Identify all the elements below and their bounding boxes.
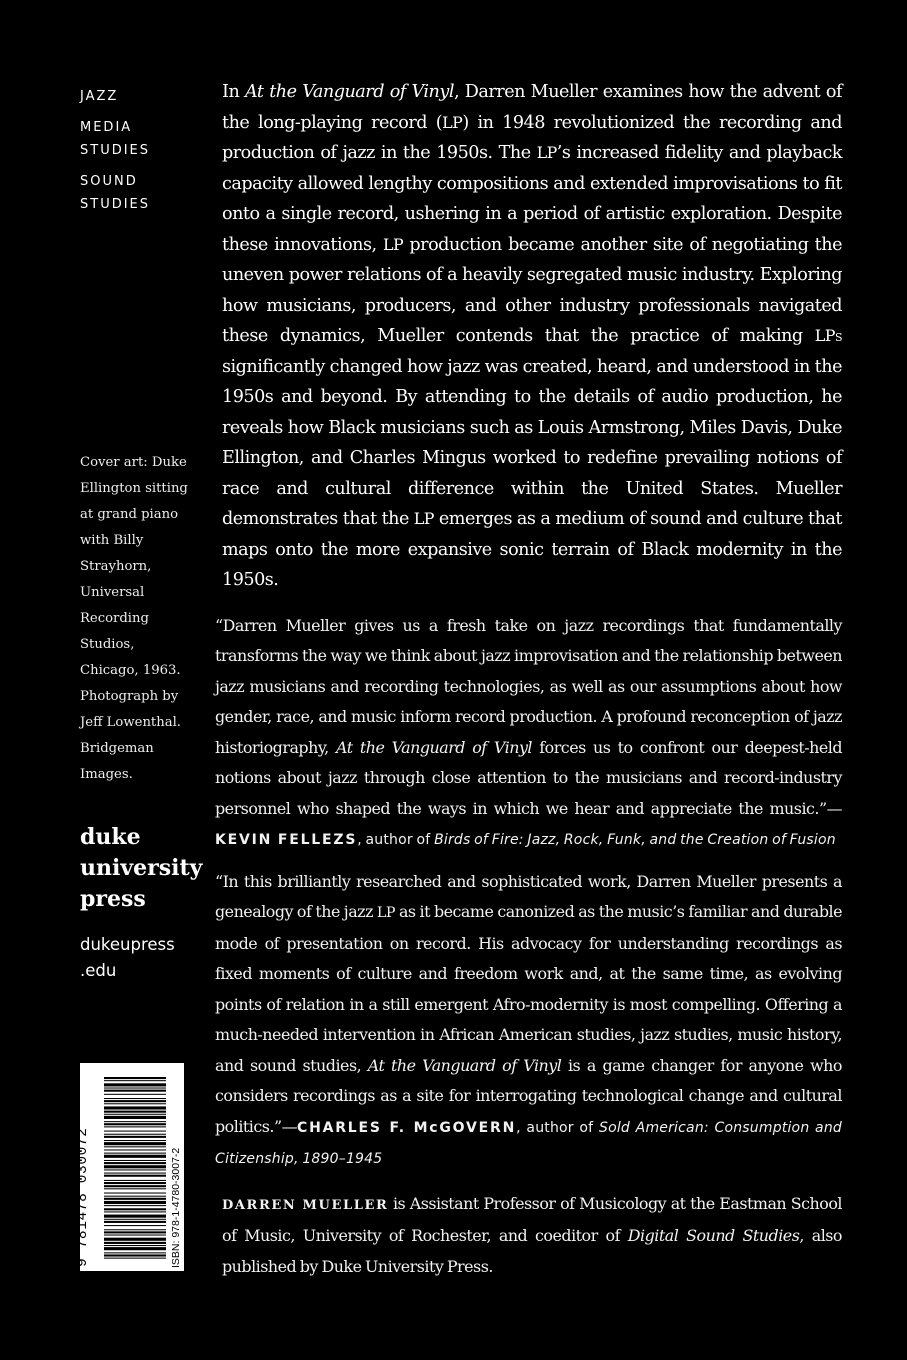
- endorser-book: Sold American: Consumption and Citizenship, 1890–1945: [215, 1119, 842, 1167]
- barcode-bar: [104, 1193, 166, 1194]
- barcode-bar: [104, 1258, 166, 1259]
- barcode-bar: [104, 1142, 166, 1145]
- barcode-bar: [104, 1175, 166, 1177]
- barcode-bar: [104, 1182, 166, 1184]
- isbn-label: ISBN: 978-1-4780-3007-2: [170, 1147, 182, 1268]
- barcode-bar: [104, 1205, 166, 1206]
- barcode-bar: [104, 1208, 166, 1210]
- series-title: Digital Sound Studies: [627, 1226, 800, 1245]
- barcode-bar: [104, 1221, 166, 1223]
- barcode-bar: [104, 1160, 166, 1161]
- category-media: MEDIA: [80, 120, 133, 135]
- barcode-bar: [104, 1088, 166, 1089]
- book-title: At the Vanguard of Vinyl: [245, 82, 454, 102]
- barcode-bar: [104, 1198, 166, 1200]
- category-sound: SOUND: [80, 174, 138, 189]
- barcode-bar: [104, 1231, 166, 1233]
- barcode-bar: [104, 1169, 166, 1170]
- barcode-bar: [104, 1201, 166, 1204]
- barcode-bar: [104, 1219, 166, 1220]
- barcode-bar: [104, 1140, 166, 1141]
- barcode-bar: [104, 1094, 166, 1095]
- book-description: In At the Vanguard of Vinyl, Darren Mueller examines how the advent of the long-playing record (LP) in 1948 revolutionized the recording and production of jazz in the 1950s. The LP’s increased fidelity and playback capacity allowed lengthy compositions and extended improvisations to fit onto a single record, ushering in a period of artistic exploration. Despite these innovations, LP production became another site of negotiating the uneven power relations of a heavily segregated music industry. Exploring how musicians, producers, and other industry professionals navigated these dynamics, Mueller contends that the practice of making LPs significantly changed how jazz was created, heard, and understood in the 1950s and beyond. By attending to the details of audio production, he reveals how Black musicians such as Louis Armstrong, Miles Davis, Duke Ellington, and Charles Mingus worked to redefine prevailing notions of race and cultural difference within the United States. Mueller demonstrates that the LP emerges as a medium of sound and culture that maps onto the more expansive sonic terrain of Black modernity in the 1950s.: [222, 82, 843, 590]
- barcode-bar: [104, 1149, 166, 1150]
- main-text: [215, 77, 843, 1282]
- publisher-website[interactable]: [80, 932, 175, 984]
- publisher-name-line: duke: [80, 824, 141, 850]
- barcode-bar: [104, 1153, 166, 1154]
- barcode-bar: [104, 1254, 166, 1256]
- barcode-bar: [104, 1252, 166, 1253]
- barcode-bar: [104, 1098, 166, 1099]
- barcode-bar: [104, 1185, 166, 1187]
- barcode-bar: [104, 1100, 166, 1102]
- category-studies-2: STUDIES: [80, 197, 151, 212]
- barcode-bar: [104, 1131, 166, 1132]
- barcode-bar: [104, 1245, 166, 1246]
- book-title: At the Vanguard of Vinyl: [367, 1055, 562, 1075]
- author-bio: DARREN MUELLER is Assistant Professor of Musicology at the Eastman School of Music, University of Rochester, and coeditor of Digital Sound Studies, also published by Duke University Press.: [222, 1193, 842, 1276]
- website-line: .edu: [80, 961, 117, 980]
- barcode-bar: [104, 1247, 166, 1250]
- barcode-bar: [104, 1235, 166, 1236]
- barcode-bar: [104, 1146, 166, 1147]
- barcode-bar: [104, 1116, 166, 1119]
- endorsement-quote: “Darren Mueller gives us a fresh take on jazz recordings that fundamentally transforms the way we think about jazz improvisation and the relationship between jazz musicians and recording technologies, as well as our assumptions about how gender, race, and music inform record production. A profound reconception of jazz historiography, At the Vanguard of Vinyl forces us to confront our deepest-held notions about jazz through close attention to the musicians and record-industry personnel who shaped the ways in which we hear and appreciate the music.”—KEVIN FELLEZS, author of Birds of Fire: Jazz, Rock, Funk, and the Creation of Fusion: [215, 615, 842, 848]
- barcode-bar: [104, 1114, 166, 1115]
- endorsement-quote: “In this brilliantly researched and sophisticated work, Darren Mueller presents a genealogy of the jazz LP as it became canonized as the music’s familiar and durable mode of presentation on record. His advocacy for understanding recordings as fixed moments of culture and freedom work and, at the same time, as evolving points of relation in a still emergent Afro-modernity is most compelling. Offering a much-needed intervention in African American studies, jazz studies, music history, and sound studies, At the Vanguard of Vinyl is a game changer for anyone who considers recordings as a site for interrogating technological change and cultural politics.”—CHARLES F. McGOVERN, author of Sold American: Consumption and Citizenship, 1890–1945: [215, 871, 842, 1167]
- barcode-bar: [104, 1080, 166, 1081]
- endorser-book: Birds of Fire: Jazz, Rock, Funk, and the Creation of Fusion: [434, 832, 836, 848]
- category-jazz: JAZZ: [80, 89, 119, 104]
- barcode-bar: [104, 1242, 166, 1244]
- barcode-bar: [104, 1103, 166, 1104]
- endorser-name: KEVIN FELLEZS: [215, 832, 358, 848]
- barcode-bar: [104, 1126, 166, 1127]
- barcode-bar: [104, 1123, 166, 1125]
- cover-art-credit: Cover art: Duke Ellington sitting at grand piano with Billy Strayhorn, Universal Recording Studios, Chicago, 1963. Photograph by Jeff Lowenthal. Bridgeman Images.: [80, 455, 188, 782]
- barcode-bar: [104, 1134, 166, 1135]
- barcode-bars: [104, 1077, 166, 1259]
- publisher-name-line: press: [80, 886, 146, 912]
- category-studies: STUDIES: [80, 143, 151, 158]
- sidebar: [80, 85, 205, 216]
- subject-categories: [80, 85, 205, 216]
- barcode-bar: [104, 1136, 166, 1138]
- barcode-bar: [104, 1090, 166, 1092]
- barcode-bar: [104, 1215, 166, 1218]
- website-line: dukeupress: [80, 935, 175, 954]
- barcode-bar: [104, 1077, 166, 1079]
- barcode-bar: [104, 1162, 166, 1164]
- barcode-bar: [104, 1111, 166, 1113]
- barcode-bar: [104, 1238, 166, 1241]
- barcode-bar: [104, 1196, 166, 1197]
- endorser-name: CHARLES F. McGOVERN: [297, 1119, 517, 1136]
- book-title: At the Vanguard of Vinyl: [336, 737, 533, 757]
- publisher-name: [80, 822, 202, 915]
- barcode-bar: [104, 1180, 166, 1181]
- barcode-bar: [104, 1211, 166, 1212]
- barcode-bar: [104, 1121, 166, 1122]
- publisher-name-line: university: [80, 855, 203, 881]
- barcode-bar: [104, 1188, 166, 1189]
- barcode-bar: [104, 1173, 166, 1174]
- barcode-bar: [104, 1106, 166, 1109]
- barcode-bar: [104, 1225, 166, 1226]
- barcode-bar: [104, 1155, 166, 1158]
- barcode-digits: 9 781478 030072: [75, 1127, 91, 1267]
- barcode-bar: [104, 1083, 166, 1086]
- isbn-barcode: [75, 1063, 184, 1271]
- barcode-bar: [104, 1229, 166, 1230]
- author-name: DARREN MUELLER: [222, 1197, 389, 1213]
- barcode-bar: [104, 1165, 166, 1168]
